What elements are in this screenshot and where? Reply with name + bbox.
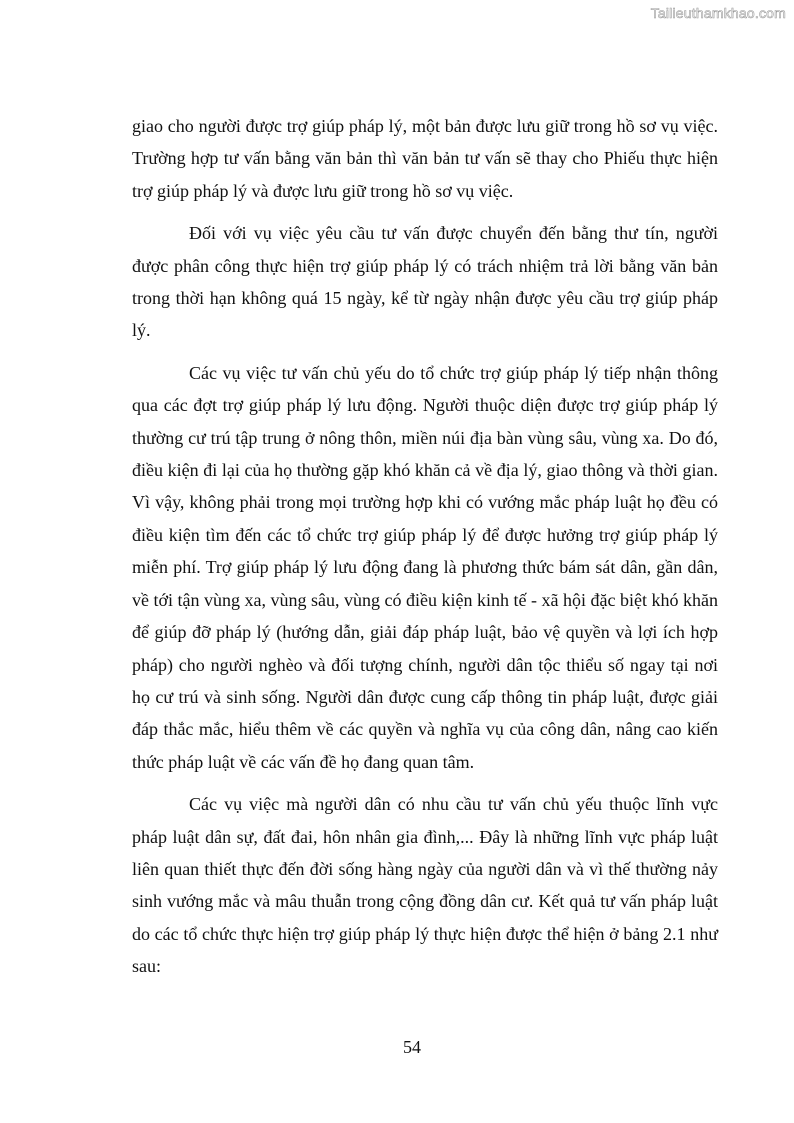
paragraph-mail-requests: Đối với vụ việc yêu cầu tư vấn được chuyển đến bằng thư tín, người được phân công thực hiện trợ giúp pháp lý có trách nhiệm trả lời bằng văn bản trong thời hạn không quá 15 ngày, kể từ ngày nhận được yêu cầu trợ giúp pháp lý.: [132, 223, 718, 341]
watermark: Tailieuthamkhao.com: [650, 5, 786, 21]
paragraph-continuation: giao cho người được trợ giúp pháp lý, một bản được lưu giữ trong hồ sơ vụ việc. Trường hợp tư vấn bằng văn bản thì văn bản tư vấn sẽ thay cho Phiếu thực hiện trợ giúp pháp lý và được lưu giữ trong hồ sơ vụ việc.: [132, 116, 718, 201]
paragraph-advice-fields: Các vụ việc mà người dân có nhu cầu tư vấn chủ yếu thuộc lĩnh vực pháp luật dân sự, đất đai, hôn nhân gia đình,... Đây là những lĩnh vực pháp luật liên quan thiết thực đến đời sống hàng ngày của người dân và vì thế thường nảy sinh vướng mắc và mâu thuẫn trong cộng đồng dân cư. Kết quả tư vấn pháp luật do các tổ chức thực hiện trợ giúp pháp lý thực hiện được thể hiện ở bảng 2.1 như sau:: [132, 794, 718, 977]
document-body: [132, 110, 718, 993]
page-number: 54: [403, 1037, 421, 1057]
paragraph-mobile-legal-aid: Các vụ việc tư vấn chủ yếu do tổ chức trợ giúp pháp lý tiếp nhận thông qua các đợt trợ giúp pháp lý lưu động. Người thuộc diện được trợ giúp pháp lý thường cư trú tập trung ở nông thôn, miền núi địa bàn vùng sâu, vùng xa. Do đó, điều kiện đi lại của họ thường gặp khó khăn cả về địa lý, giao thông và thời gian. Vì vậy, không phải trong mọi trường hợp khi có vướng mắc pháp luật họ đều có điều kiện tìm đến các tổ chức trợ giúp pháp lý để được hưởng trợ giúp pháp lý miễn phí. Trợ giúp pháp lý lưu động đang là phương thức bám sát dân, gần dân, về tới tận vùng xa, vùng sâu, vùng có điều kiện kinh tế - xã hội đặc biệt khó khăn để giúp đỡ pháp lý (hướng dẫn, giải đáp pháp luật, bảo vệ quyền và lợi ích hợp pháp) cho người nghèo và đối tượng chính, người dân tộc thiểu số ngay tại nơi họ cư trú và sinh sống. Người dân được cung cấp thông tin pháp luật, được giải đáp thắc mắc, hiểu thêm về các quyền và nghĩa vụ của công dân, nâng cao kiến thức pháp luật về các vấn đề họ đang quan tâm.: [132, 362, 718, 772]
